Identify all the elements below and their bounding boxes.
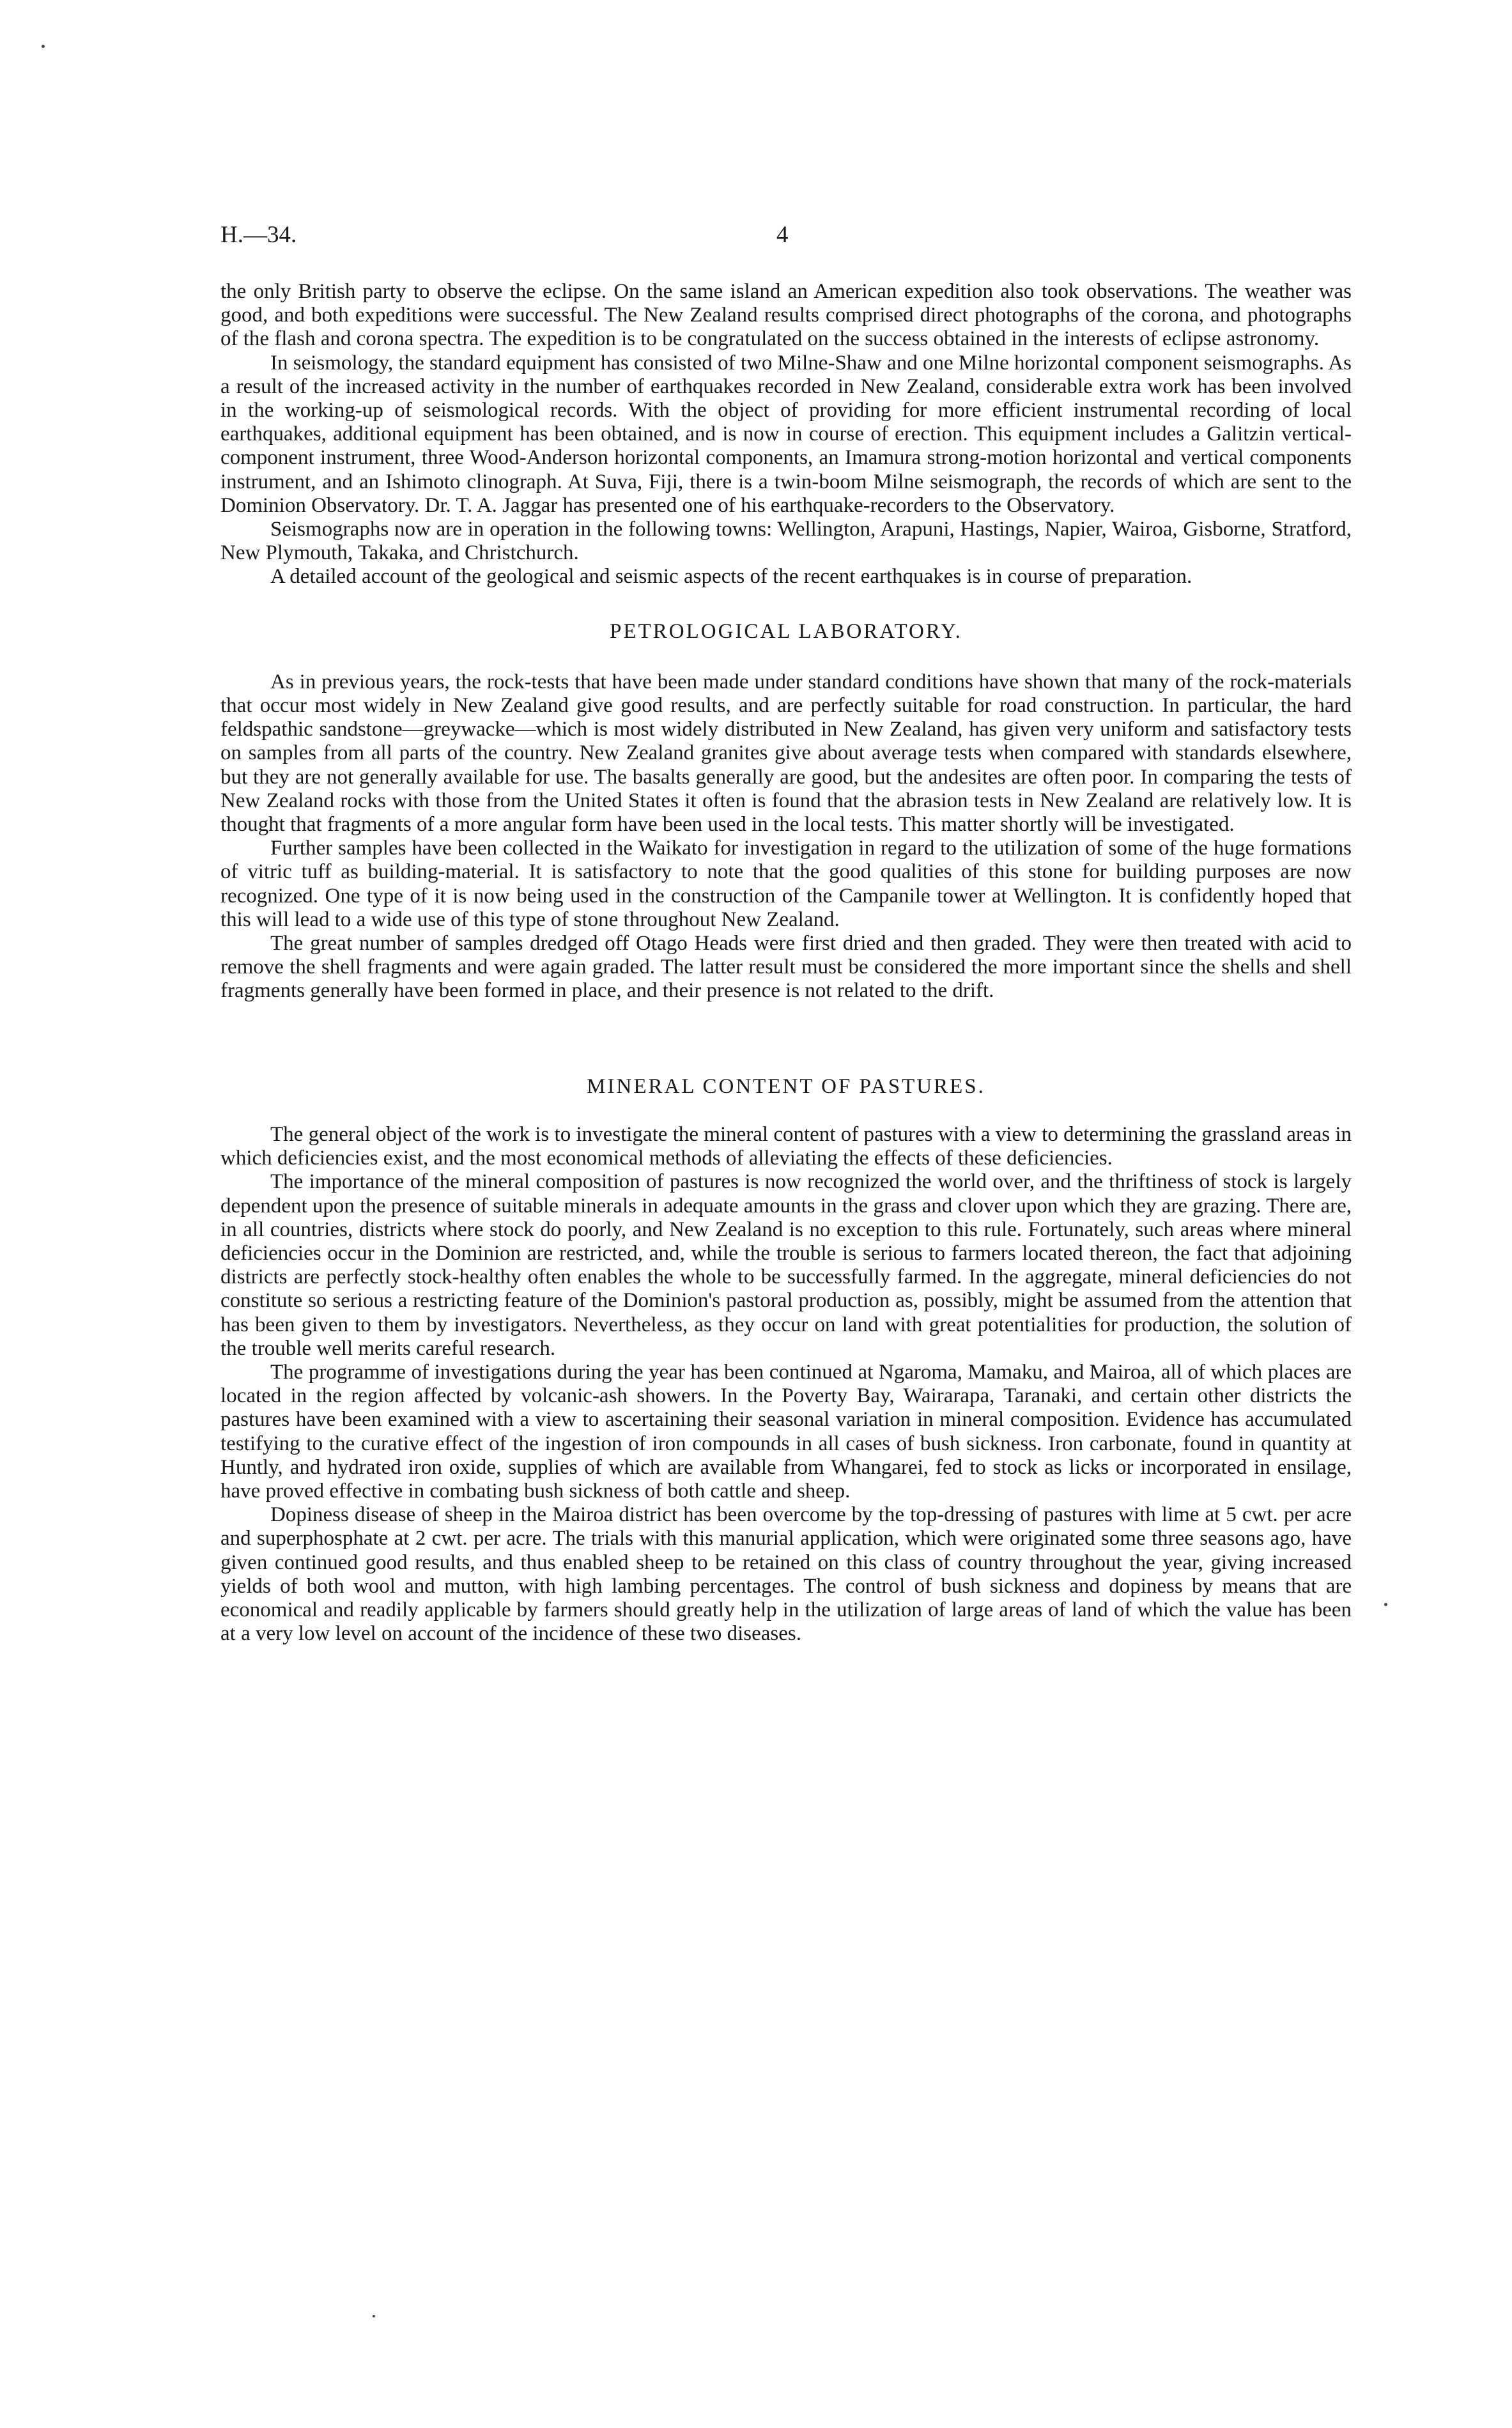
paragraph: the only British party to observe the eclipse. On the same island an American expedition also took observations. The weather was good, and both expeditions were successful. The New Zealand results comprised direct photographs of the corona, and photographs of the flash and corona spectra. The expedition is to be congratulated on the success obtained in the interests of eclipse astronomy. [220,280,1352,351]
page-number: 4 [776,222,789,248]
paragraph: The great number of samples dredged off Otago Heads were first dried and then graded. They were then treated with acid to remove the shell fragments and were again graded. The latter result must be considered the more important since the shells and shell fragments generally have been formed in place, and their presence is not related to the drift. [220,932,1352,1003]
paragraph: Further samples have been collected in the Waikato for investigation in regard to the utilization of some of the huge formations of vitric tuff as building-material. It is satisfactory to note that the good qualities of this stone for building purposes are now recognized. One type of it is now being used in the construction of the Campanile tower at Wellington. It is confidently hoped that this will lead to a wide use of this type of stone throughout New Zealand. [220,837,1352,931]
scan-speck [1384,1603,1387,1606]
paragraph: The importance of the mineral composition of pastures is now recognized the world over, and the thriftiness of stock is largely dependent upon the presence of suitable minerals in adequate amounts in the grass and clover upon which they are grazing. There are, in all countries, districts where stock do poorly, and New Zealand is no exception to this rule. Fortunately, such areas where mineral deficiencies occur in the Dominion are restricted, and, while the trouble is serious to farmers located thereon, the fact that adjoining districts are perfectly stock-healthy often enables the whole to be successfully farmed. In the aggregate, mineral deficiencies do not constitute so serious a restricting feature of the Dominion's pastoral production as, possibly, might be assumed from the attention that has been given to them by investigators. Nevertheless, as they occur on land with great potentialities for production, the solution of the trouble well merits careful research. [220,1170,1352,1360]
paragraph: The general object of the work is to investigate the mineral content of pastures with a view to determining the grassland areas in which deficiencies exist, and the most economical methods of alleviating the effects of these deficiencies. [220,1122,1352,1170]
paragraph: The programme of investigations during the year has been continued at Ngaroma, Mamaku, and Mairoa, all of which places are located in the region affected by volcanic-ash showers. In the Poverty Bay, Wairarapa, Taranaki, and certain other districts the pastures have been examined with a view to ascertaining their seasonal variation in mineral composition. Evidence has accumulated testifying to the curative effect of the ingestion of iron compounds in all cases of bush sickness. Iron carbonate, found in quantity at Huntly, and hydrated iron oxide, supplies of which are available from Whangarei, fed to stock as licks or incorporated in ensilage, have proved effective in combating bush sickness of both cattle and sheep. [220,1360,1352,1503]
section-heading-mineral: MINERAL CONTENT OF PASTURES. [587,1074,985,1098]
paragraph: Dopiness disease of sheep in the Mairoa district has been overcome by the top-dressing of pastures with lime at 5 cwt. per acre and superphosphate at 2 cwt. per acre. The trials with this manurial application, which were originated some three seasons ago, have given continued good results, and thus enabled sheep to be retained on this class of country throughout the year, giving increased yields of both wool and mutton, with high lambing percentages. The control of bush sickness and dopiness by means that are economical and readily applicable by farmers should greatly help in the utilization of large areas of land of which the value has been at a very low level on account of the incidence of these two diseases. [220,1503,1352,1646]
paragraph: As in previous years, the rock-tests that have been made under standard conditions have shown that many of the rock-materials that occur most widely in New Zealand give good results, and are perfectly suitable for road construction. In particular, the hard feldspathic sandstone—greywacke—which is most widely distributed in New Zealand, has given very uniform and satisfactory tests on samples from all parts of the country. New Zealand granites give about average tests when compared with standards elsewhere, but they are not generally available for use. The basalts generally are good, but the andesites are often poor. In comparing the tests of New Zealand rocks with those from the United States it often is found that the abrasion tests in New Zealand are relatively low. It is thought that fragments of a more angular form have been used in the local tests. This matter shortly will be investigated. [220,670,1352,837]
page-header [220,221,1352,259]
document-reference: H.—34. [220,222,297,248]
scan-speck [373,2315,375,2317]
paragraph: In seismology, the standard equipment has consisted of two Milne-Shaw and one Milne horizontal component seismographs. As a result of the increased activity in the number of earthquakes recorded in New Zealand, considerable extra work has been involved in the working-up of seismological records. With the object of providing for more efficient instrumental recording of local earthquakes, additional equipment has been obtained, and is now in course of erection. This equipment includes a Galitzin vertical-component instrument, three Wood-Anderson horizontal components, an Imamura strong-motion horizontal and vertical components instrument, and an Ishimoto clinograph. At Suva, Fiji, there is a twin-boom Milne seismograph, the records of which are sent to the Dominion Observatory. Dr. T. A. Jaggar has presented one of his earthquake-recorders to the Observatory. [220,351,1352,517]
paragraph: A detailed account of the geological and seismic aspects of the recent earthquakes is in course of preparation. [270,565,1192,589]
paragraph: Seismographs now are in operation in the following towns: Wellington, Arapuni, Hastings, Napier, Wairoa, Gisborne, Stratford, New Plymouth, Takaka, and Christchurch. [220,518,1352,565]
section-heading-petrological: PETROLOGICAL LABORATORY. [610,619,962,643]
body-text [220,280,1352,1646]
scan-speck [42,45,45,48]
